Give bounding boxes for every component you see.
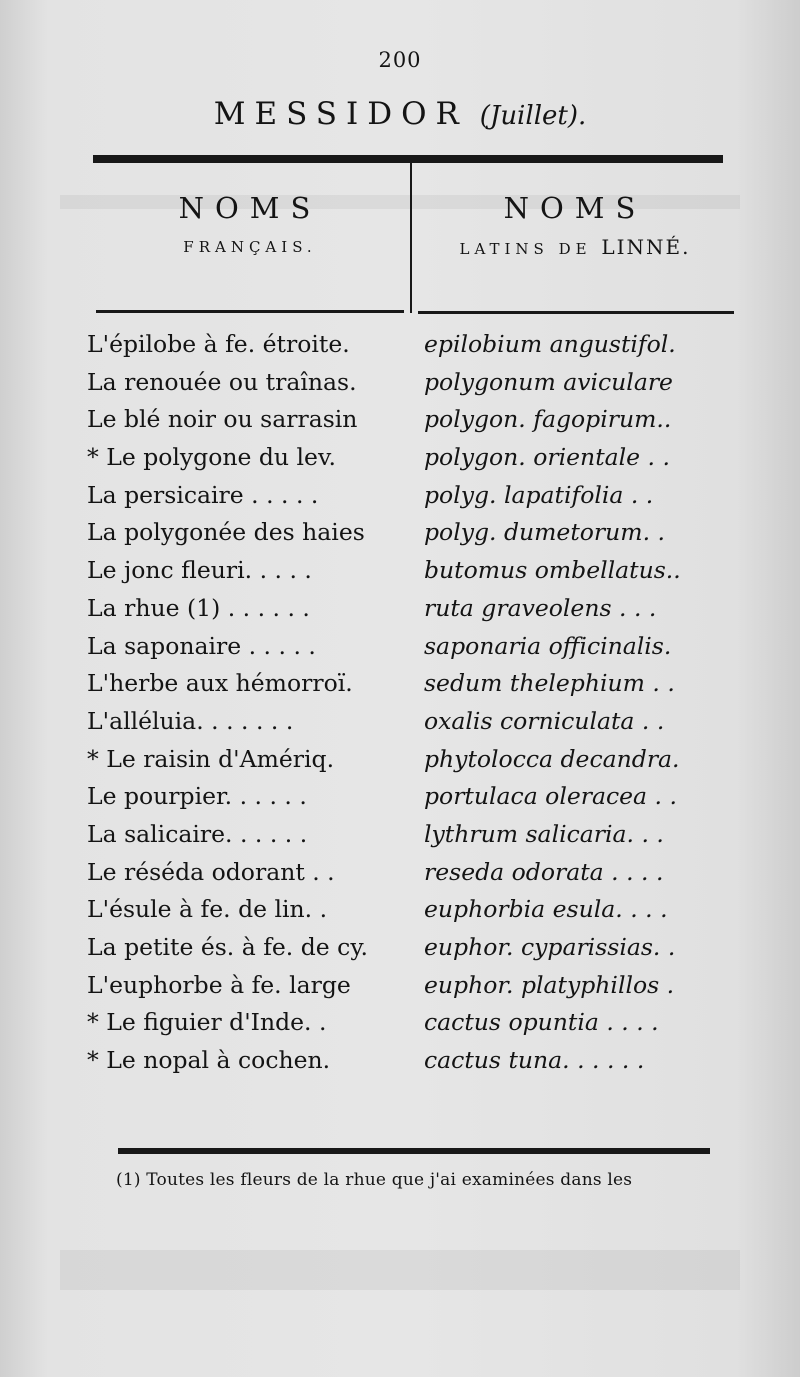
french-column-header	[100, 190, 400, 262]
french-name: * Le polygone du lev.	[87, 443, 336, 472]
french-name: Le pourpier. . . . . .	[87, 782, 307, 811]
latin-name: phytolocca decandra.	[424, 744, 680, 773]
bleed-through-shadow	[60, 1250, 740, 1290]
french-name: La petite és. à fe. de cy.	[87, 933, 368, 961]
french-name: L'épilobe à fe. étroite.	[87, 330, 350, 358]
table-row	[87, 895, 737, 933]
french-name: L'ésule à fe. de lin. .	[87, 895, 328, 924]
table-row	[87, 481, 737, 519]
table-row	[87, 933, 737, 971]
table-row	[87, 971, 737, 1009]
month-subtitle: (Juillet).	[479, 101, 587, 131]
french-name: La polygonée des haies	[87, 518, 365, 547]
french-name: La saponaire . . . . .	[87, 631, 316, 660]
latin-column-header	[420, 190, 730, 264]
latin-subheading	[420, 232, 730, 264]
header-rule-right	[418, 311, 734, 314]
plant-name-table	[87, 330, 737, 1084]
latin-name: portulaca oleracea . .	[424, 782, 677, 811]
french-name: * Le nopal à cochen.	[87, 1046, 331, 1075]
bottom-rule	[118, 1148, 710, 1154]
french-name: Le jonc fleuri. . . . .	[87, 556, 312, 585]
table-row	[87, 1008, 737, 1046]
latin-name: polygon. orientale . .	[424, 443, 670, 472]
page-number: 200	[378, 48, 422, 72]
table-row	[87, 443, 737, 481]
french-name: * Le raisin d'Amériq.	[87, 744, 335, 773]
french-name: L'herbe aux hémorroï.	[87, 669, 353, 698]
latin-name: euphor. platyphillos .	[424, 970, 675, 999]
latin-name: polyg. dumetorum. .	[424, 518, 665, 547]
latin-name: polygonum aviculare	[424, 367, 673, 396]
latin-name: reseda odorata . . . .	[424, 857, 664, 886]
page-title	[0, 96, 800, 132]
footnote: (1) Toutes les fleurs de la rhue que j'ai examinées dans les	[116, 1170, 633, 1190]
latin-subheading-prefix: LATINS DE	[459, 240, 602, 258]
table-row	[87, 820, 737, 858]
french-name: La rhue (1) . . . . . .	[87, 593, 310, 622]
french-name: La persicaire . . . . .	[87, 480, 319, 509]
table-row	[87, 405, 737, 443]
table-row	[87, 745, 737, 783]
french-name: La salicaire. . . . . .	[87, 819, 308, 848]
latin-name: epilobium angustifol.	[424, 330, 676, 358]
french-subheading: FRANÇAIS.	[183, 238, 317, 256]
top-rule	[93, 155, 723, 163]
latin-name: ruta graveolens . . .	[424, 593, 657, 622]
table-row	[87, 782, 737, 820]
table-row	[87, 669, 737, 707]
latin-name: euphorbia esula. . . .	[424, 895, 668, 924]
latin-name: polyg. lapatifolia . .	[424, 480, 654, 509]
french-name: L'alléluia. . . . . . .	[87, 706, 294, 735]
french-name: * Le figuier d'Inde. .	[87, 1008, 327, 1037]
latin-name: oxalis corniculata . .	[424, 706, 665, 735]
latin-name: butomus ombellatus..	[424, 556, 681, 585]
latin-name: cactus opuntia . . . .	[424, 1008, 659, 1037]
latin-name: polygon. fagopirum..	[424, 405, 672, 434]
latin-heading: NOMS	[503, 191, 647, 225]
latin-name: euphor. cyparissias. .	[424, 933, 676, 961]
french-name: La renouée ou traînas.	[87, 367, 357, 396]
table-row	[87, 368, 737, 406]
table-row	[87, 858, 737, 896]
latin-name: sedum thelephium . .	[424, 669, 675, 698]
french-name: Le blé noir ou sarrasin	[87, 405, 358, 434]
table-row	[87, 1046, 737, 1084]
french-heading: NOMS	[178, 191, 322, 225]
latin-name: cactus tuna. . . . . .	[424, 1046, 645, 1075]
table-row	[87, 556, 737, 594]
column-divider	[410, 163, 412, 313]
french-name: L'euphorbe à fe. large	[87, 970, 351, 999]
french-name: Le réséda odorant . .	[87, 857, 335, 886]
table-row	[87, 594, 737, 632]
latin-name: lythrum salicaria. . .	[424, 819, 664, 848]
table-row	[87, 518, 737, 556]
table-row	[87, 330, 737, 368]
table-row	[87, 707, 737, 745]
month-title: MESSIDOR	[213, 96, 468, 132]
latin-name: saponaria officinalis.	[424, 631, 672, 660]
header-rule-left	[96, 310, 404, 313]
linne-name: LINNÉ.	[601, 235, 691, 259]
table-row	[87, 632, 737, 670]
